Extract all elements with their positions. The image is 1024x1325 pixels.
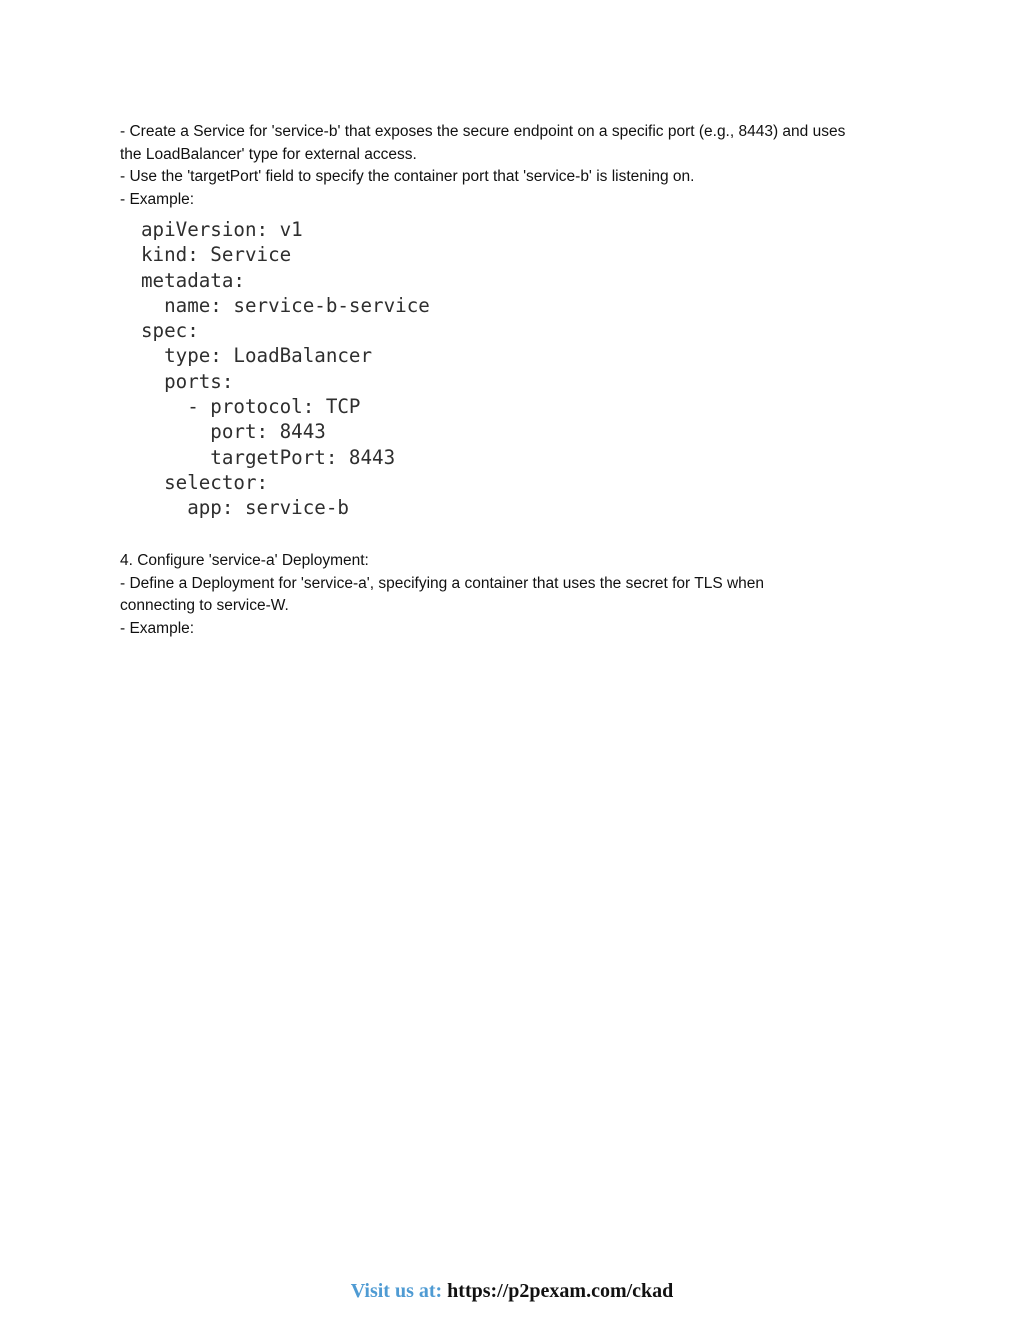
code-line: type: LoadBalancer <box>141 344 373 368</box>
intro-paragraph <box>120 121 920 211</box>
section-4-line: - Define a Deployment for 'service-a', specifying a container that uses the secret for TLS when <box>120 574 765 592</box>
section-4-line: 4. Configure 'service-a' Deployment: <box>120 552 369 569</box>
code-line: spec: <box>141 319 199 343</box>
code-line: kind: Service <box>141 243 292 267</box>
page-footer <box>0 1280 1024 1303</box>
code-line: selector: <box>141 470 269 494</box>
code-line: - protocol: TCP <box>141 395 361 419</box>
section-4-line: - Example: <box>120 619 195 637</box>
intro-line: - Example: <box>120 190 195 208</box>
code-line: app: service-b <box>141 496 349 520</box>
code-line: name: service-b-service <box>141 293 430 317</box>
code-line: ports: <box>141 369 234 393</box>
footer-url-link[interactable]: https://p2pexam.com/ckad <box>447 1280 674 1302</box>
code-line: targetPort: 8443 <box>141 445 396 469</box>
intro-line: the LoadBalancer' type for external access. <box>120 145 417 163</box>
intro-line: - Create a Service for 'service-b' that exposes the secure endpoint on a specific port (e.g., 8443) and uses <box>120 123 846 140</box>
code-line: port: 8443 <box>141 420 326 444</box>
section-4-paragraph <box>120 550 920 640</box>
code-line: metadata: <box>141 268 245 292</box>
code-line: apiVersion: v1 <box>141 218 303 241</box>
footer-visit-label: Visit us at: <box>350 1280 443 1302</box>
intro-line: - Use the 'targetPort' field to specify the container port that 'service-b' is listening on. <box>120 168 695 186</box>
yaml-code-example <box>141 217 430 521</box>
section-4-line: connecting to service-W. <box>120 597 289 615</box>
